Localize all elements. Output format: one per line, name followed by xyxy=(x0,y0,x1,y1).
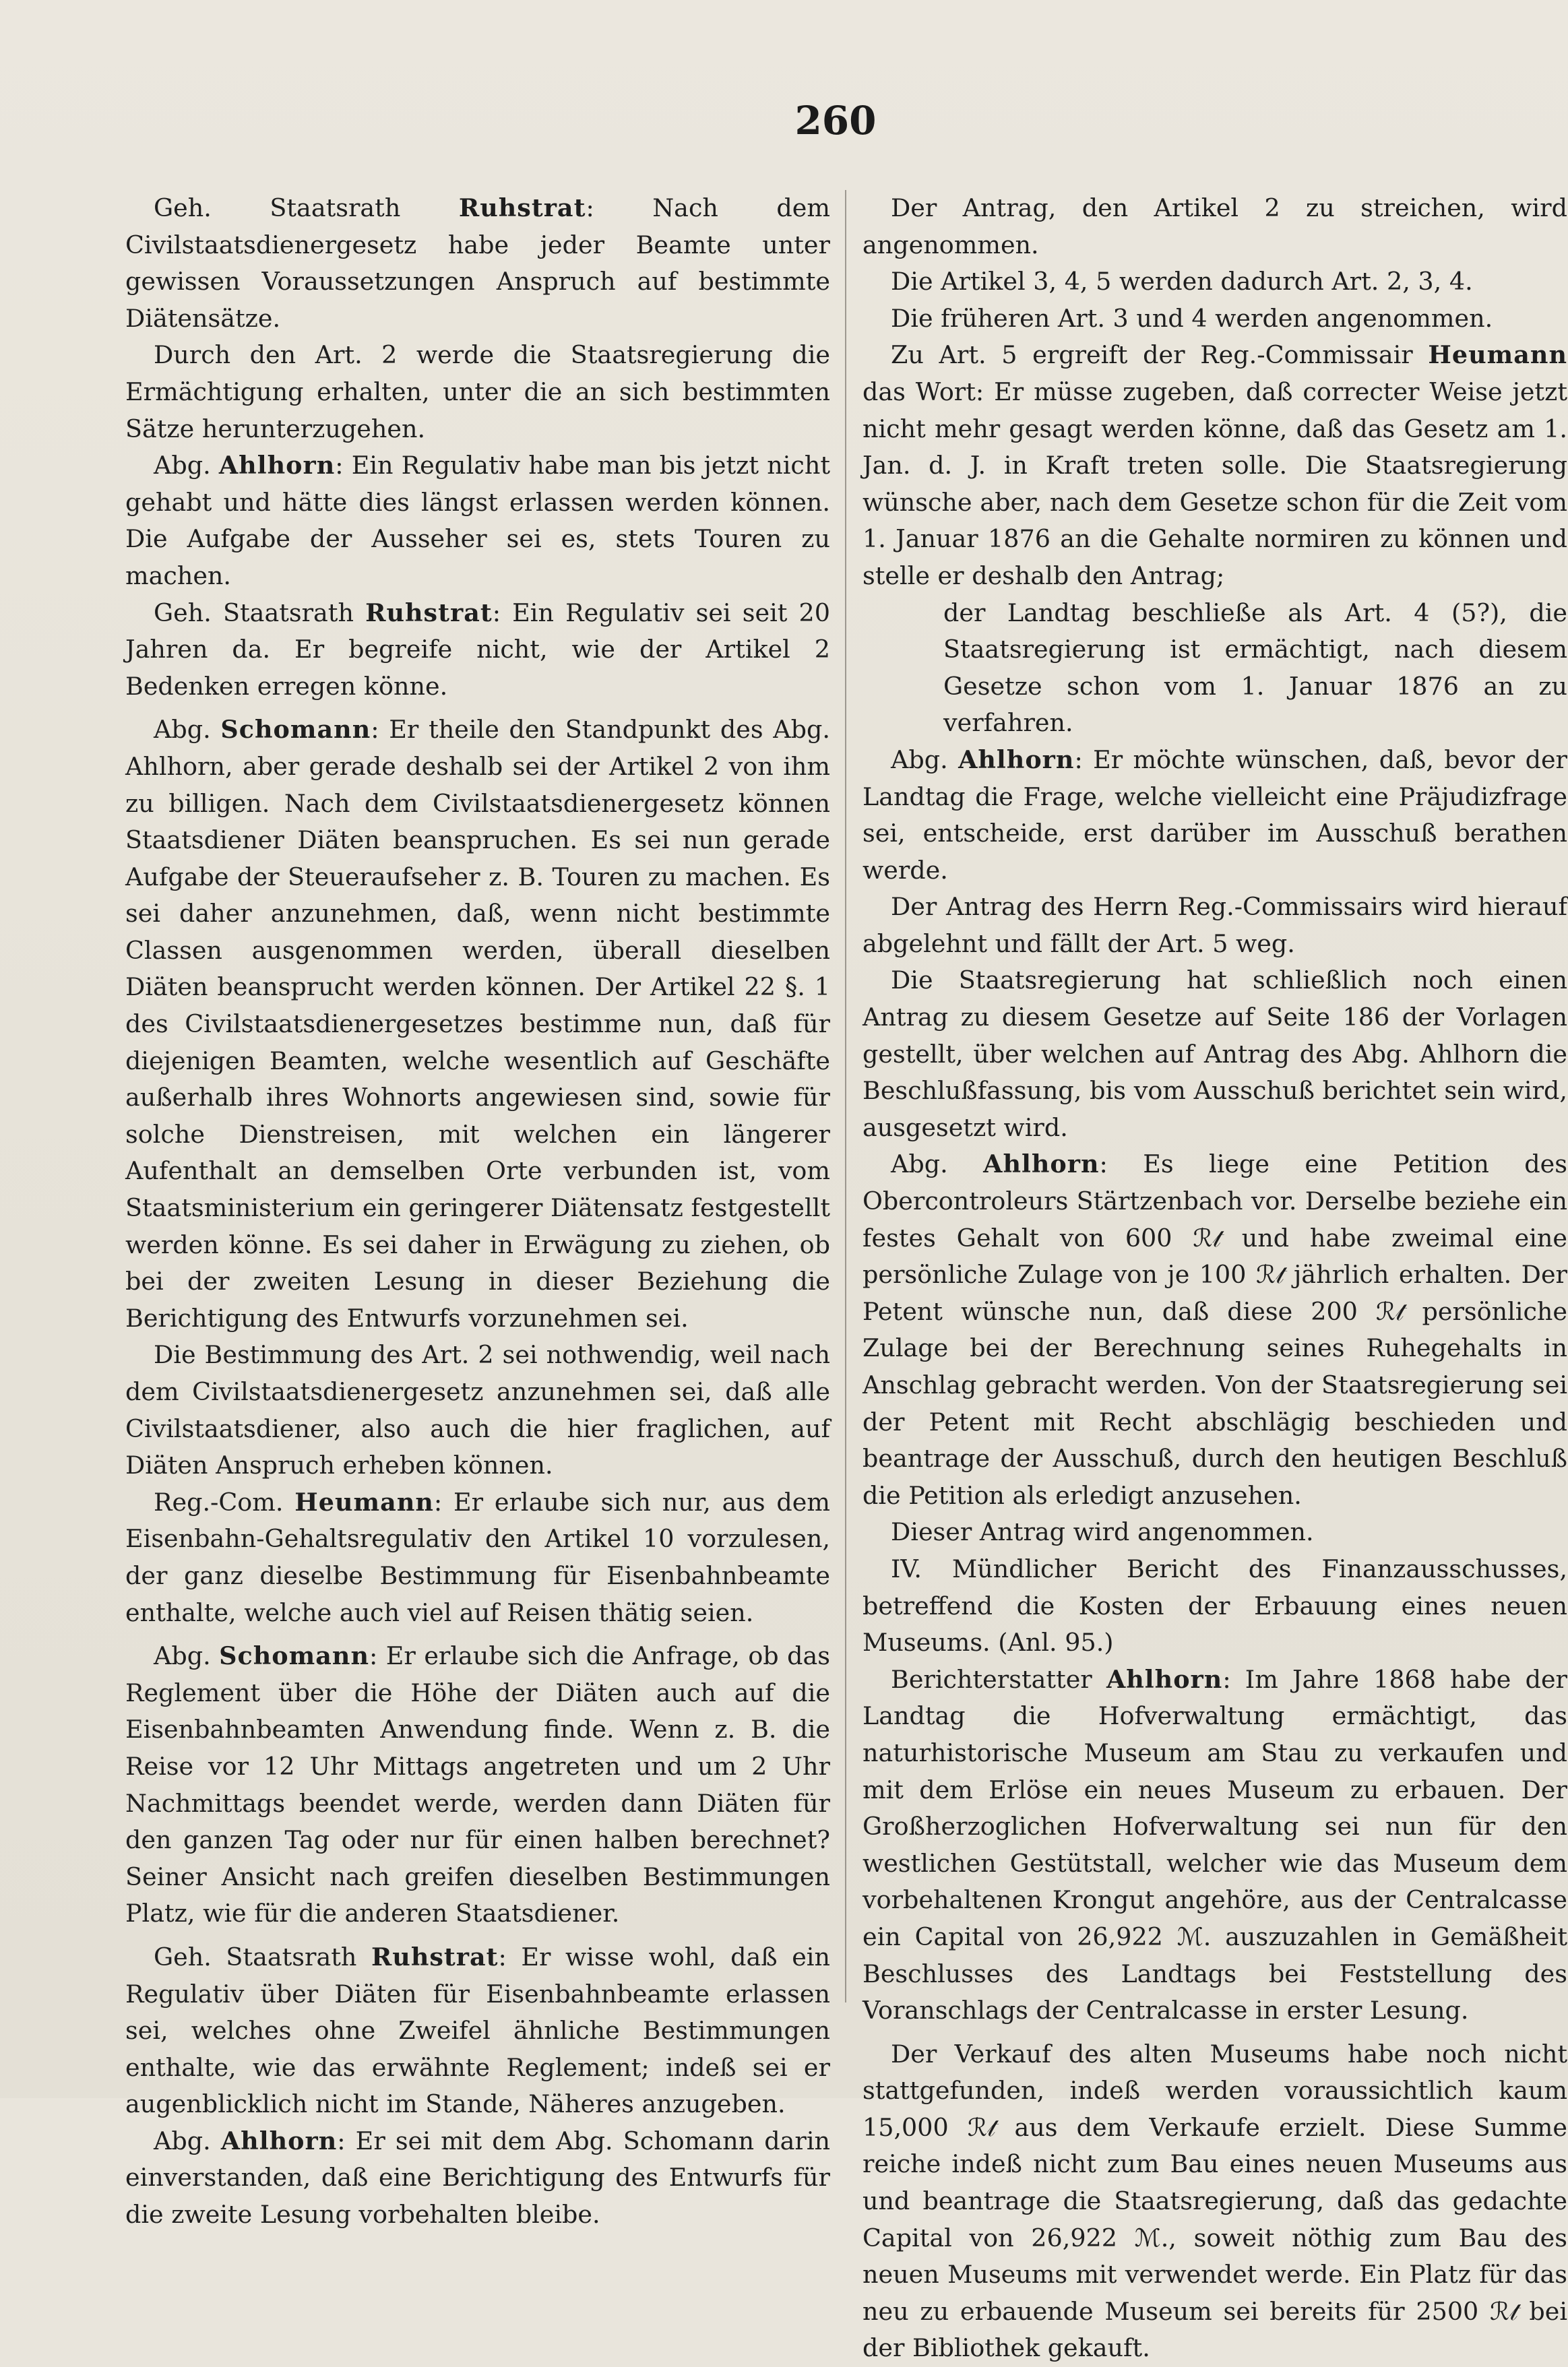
speaker-name: Ahlhorn xyxy=(218,451,336,480)
column-divider xyxy=(845,190,846,2002)
speaker-name: Heumann xyxy=(294,1487,434,1517)
paragraph: Geh. Staatsrath Ruhstrat: Ein Regulativ sei seit 20 Jahren da. Er begreife nicht, wie der Artikel 2 Bedenken erregen könne. xyxy=(125,598,831,701)
left-column xyxy=(125,190,830,2234)
paragraph: Berichterstatter Ahlhorn: Im Jahre 1868 habe der Landtag die Hofverwaltung ermächtigt, das naturhistorische Museum am Stau zu verkaufen und mit dem Erlöse ein neues Museum zu erbauen. Der Großherzoglichen Hofverwaltung sei nun für den westlichen Gestütstall, welcher wie das Museum dem vorbehaltenen Krongut angehöre, aus der Centralcasse ein Capital von 26,922 ℳ. auszuzahlen in Gemäßheit Beschlusses des Landtags bei Feststellung des Voranschlags der Centralcasse in erster Lesung. xyxy=(863,1664,1568,2025)
paragraph: Abg. Schomann: Er theile den Standpunkt des Abg. Ahlhorn, aber gerade deshalb sei der Artikel 2 von ihm zu billigen. Nach dem Civilstaatsdienergesetz können Staatsdiener Diäten beanspruchen. Es sei nun gerade Aufgabe der Steueraufseher z. B. Touren zu machen. Es sei daher anzunehmen, daß, wenn nicht bestimmte Classen ausgenommen werden, überall dieselben Diäten beansprucht werden können. Der Artikel 22 §. 1 des Civilstaatsdienergesetzes bestimme nun, daß für diejenigen Beamten, welche wesentlich auf Geschäfte außerhalb ihres Wohnorts angewiesen sind, sowie für solche Dienstreisen, mit welchen ein längerer Aufenthalt an demselben Orte verbunden ist, vom Staatsministerium ein geringerer Diätensatz festgestellt werden könne. Es sei daher in Erwägung zu ziehen, ob bei der zweiten Lesung in dieser Beziehung die Berichtigung des Entwurfs vorzunehmen sei. xyxy=(125,715,831,1333)
motion-text: der Landtag beschließe als Art. 4 (5?), die Staatsregierung ist ermächtigt, nach diesem Gesetze schon vom 1. Januar 1876 an zu verfahren. xyxy=(943,598,1567,738)
speaker-name: Heumann xyxy=(1428,340,1567,370)
right-column xyxy=(863,190,1567,2367)
paragraph: Die Artikel 3, 4, 5 werden dadurch Art. 2, 3, 4. xyxy=(891,267,1473,296)
paragraph: Abg. Ahlhorn: Er sei mit dem Abg. Schomann darin einverstanden, daß eine Berichtigung des Entwurfs für die zweite Lesung vorbehalten bleibe. xyxy=(125,2126,831,2230)
speaker-name: Ahlhorn xyxy=(220,2126,338,2155)
speaker-name: Ruhstrat xyxy=(371,1942,499,1971)
paragraph: Die früheren Art. 3 und 4 werden angenommen. xyxy=(891,303,1493,333)
paragraph: Zu Art. 5 ergreift der Reg.-Commissair Heumann das Wort: Er müsse zugeben, daß correcter Weise jetzt nicht mehr gesagt werden könne, daß das Gesetz am 1. Jan. d. J. in Kraft treten solle. Die Staatsregierung wünsche aber, nach dem Gesetze schon für die Zeit vom 1. Januar 1876 an die Gehalte normiren zu können und stelle er deshalb den Antrag; xyxy=(863,340,1567,590)
speaker-name: Schomann xyxy=(220,715,371,745)
paragraph: Geh. Staatsrath Ruhstrat: Nach dem Civilstaatsdienergesetz habe jeder Beamte unter gewissen Voraussetzungen Anspruch auf bestimmte Diätensätze. xyxy=(125,193,830,333)
paragraph: Geh. Staatsrath Ruhstrat: Er wisse wohl, daß ein Regulativ über Diäten für Eisenbahnbeamte erlassen sei, welches ohne Zweifel ähnliche Bestimmungen enthalte, wie das erwähnte Reglement; indeß sei er augenblicklich nicht im Stande, Näheres anzugeben. xyxy=(125,1942,830,2119)
paragraph: Abg. Ahlhorn: Ein Regulativ habe man bis jetzt nicht gehabt und hätte dies längst erlassen werden können. Die Aufgabe der Ausseher sei es, stets Touren zu machen. xyxy=(125,451,830,590)
paragraph: Durch den Art. 2 werde die Staatsregierung die Ermächtigung erhalten, unter die an sich bestimmten Sätze herunterzugehen. xyxy=(125,340,830,443)
paragraph: Der Verkauf des alten Museums habe noch nicht stattgefunden, indeß werden voraussichtlich kaum 15,000 ℛ𝓉 aus dem Verkaufe erzielt. Diese Summe reiche indeß nicht zum Bau eines neuen Museums aus und beantrage die Staatsregierung, daß das gedachte Capital von 26,922 ℳ., soweit nöthig zum Bau des neuen Museums mit verwendet werde. Ein Platz für das neu zu erbauende Museum sei bereits für 2500 ℛ𝓉 bei der Bibliothek gekauft. xyxy=(863,2039,1567,2363)
paragraph: Die Bestimmung des Art. 2 sei nothwendig, weil nach dem Civilstaatsdienergesetz anzunehmen sei, daß alle Civilstaatsdiener, also auch die hier fraglichen, auf Diäten Anspruch erheben können. xyxy=(125,1340,830,1480)
speaker-name: Ahlhorn xyxy=(1106,1664,1223,1694)
paragraph: Dieser Antrag wird angenommen. xyxy=(891,1517,1314,1547)
paragraph: Der Antrag des Herrn Reg.-Commissairs wird hierauf abgelehnt und fällt der Art. 5 weg. xyxy=(863,892,1567,958)
paragraph: Der Antrag, den Artikel 2 zu streichen, wird angenommen. xyxy=(863,193,1567,259)
paragraph: Abg. Schomann: Er erlaube sich die Anfrage, ob das Reglement über die Höhe der Diäten auch auf die Eisenbahnbeamten Anwendung finde. Wenn z. B. die Reise vor 12 Uhr Mittags angetreten und um 2 Uhr Nachmittags beendet werde, werden dann Diäten für den ganzen Tag oder nur für einen halben berechnet? Seiner Ansicht nach greifen dieselben Bestimmungen Platz, wie für die anderen Staatsdiener. xyxy=(125,1641,831,1928)
paragraph: Abg. Ahlhorn: Es liege eine Petition des Obercontroleurs Stärtzenbach vor. Derselbe beziehe ein festes Gehalt von 600 ℛ𝓉 und habe zweimal eine persönliche Zulage von je 100 ℛ𝓉 jährlich erhalten. Der Petent wünsche nun, daß diese 200 ℛ𝓉 persönliche Zulage bei der Berechnung seines Ruhegehalts in Anschlag gebracht werden. Von der Staatsregierung sei der Petent mit Recht abschlägig beschieden und beantrage der Ausschuß, durch den heutigen Beschluß die Petition als erledigt anzusehen. xyxy=(863,1149,1567,1510)
paragraph: Die Staatsregierung hat schließlich noch einen Antrag zu diesem Gesetze auf Seite 186 der Vorlagen gestellt, über welchen auf Antrag des Abg. Ahlhorn die Beschlußfassung, bis vom Ausschuß berichtet sein wird, ausgesetzt wird. xyxy=(863,966,1567,1142)
section-heading: IV. Mündlicher Bericht des Finanzausschusses, betreffend die Kosten der Erbauung eines neuen Museums. (Anl. 95.) xyxy=(863,1554,1567,1658)
speaker-name: Ruhstrat xyxy=(458,193,586,222)
speaker-name: Ruhstrat xyxy=(365,598,493,627)
page-number: 260 xyxy=(794,98,877,144)
speaker-name: Schomann xyxy=(219,1641,369,1671)
paragraph: Reg.-Com. Heumann: Er erlaube sich nur, aus dem Eisenbahn-Gehaltsregulativ den Artikel 10 vorzulesen, der ganz dieselbe Bestimmung für Eisenbahnbeamte enthalte, welche auch viel auf Reisen thätig seien. xyxy=(125,1487,830,1627)
paragraph: Abg. Ahlhorn: Er möchte wünschen, daß, bevor der Landtag die Frage, welche vielleicht eine Präjudizfrage sei, entscheide, erst darüber im Ausschuß berathen werde. xyxy=(863,745,1567,885)
speaker-name: Ahlhorn xyxy=(958,745,1075,774)
speaker-name: Ahlhorn xyxy=(983,1149,1100,1179)
